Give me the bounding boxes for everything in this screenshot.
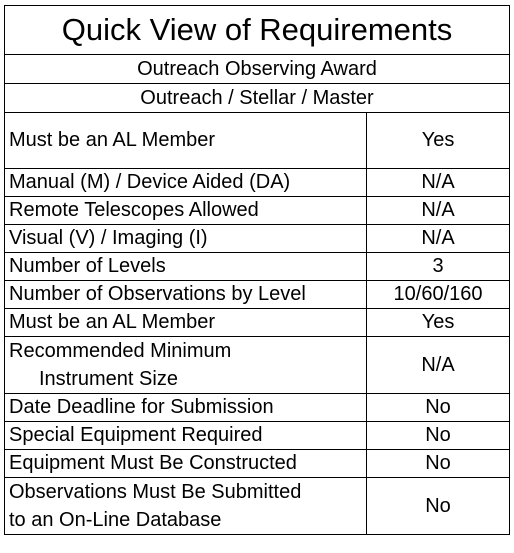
row-label: Remote Telescopes Allowed (5, 197, 367, 225)
row-value: N/A (367, 225, 510, 253)
table-title: Quick View of Requirements (5, 6, 510, 55)
row-value: N/A (367, 197, 510, 225)
row-label (5, 337, 367, 394)
row-value: 3 (367, 253, 510, 281)
row-label: Equipment Must Be Constructed (5, 450, 367, 478)
table-row (5, 225, 510, 253)
table-row (5, 169, 510, 197)
row-value: No (367, 478, 510, 535)
table-row (5, 337, 510, 394)
table-row (5, 197, 510, 225)
row-value: No (367, 394, 510, 422)
row-label: Must be an AL Member (5, 309, 367, 337)
table-row (5, 281, 510, 309)
table-row (5, 113, 510, 169)
table-row (5, 478, 510, 535)
award-levels: Outreach / Stellar / Master (5, 84, 510, 113)
row-label: Number of Observations by Level (5, 281, 367, 309)
requirements-table (4, 5, 510, 535)
row-label: Must be an AL Member (5, 113, 367, 169)
row-label (5, 478, 367, 535)
row-value: No (367, 450, 510, 478)
row-value: N/A (367, 169, 510, 197)
row-label: Date Deadline for Submission (5, 394, 367, 422)
row-value: N/A (367, 337, 510, 394)
row-label-line1: Recommended Minimum (9, 340, 232, 362)
row-value: Yes (367, 309, 510, 337)
row-label: Special Equipment Required (5, 422, 367, 450)
row-value: Yes (367, 113, 510, 169)
table-row (5, 422, 510, 450)
row-label: Manual (M) / Device Aided (DA) (5, 169, 367, 197)
table-row (5, 309, 510, 337)
row-label-line2: to an On-Line Database (9, 509, 222, 531)
row-label: Number of Levels (5, 253, 367, 281)
row-label-line1: Observations Must Be Submitted (9, 481, 302, 503)
row-value: No (367, 422, 510, 450)
table-row (5, 253, 510, 281)
row-label: Visual (V) / Imaging (I) (5, 225, 367, 253)
table-row (5, 450, 510, 478)
row-label-line2: Instrument Size (39, 368, 178, 390)
row-value: 10/60/160 (367, 281, 510, 309)
award-name: Outreach Observing Award (5, 55, 510, 84)
table-row (5, 394, 510, 422)
